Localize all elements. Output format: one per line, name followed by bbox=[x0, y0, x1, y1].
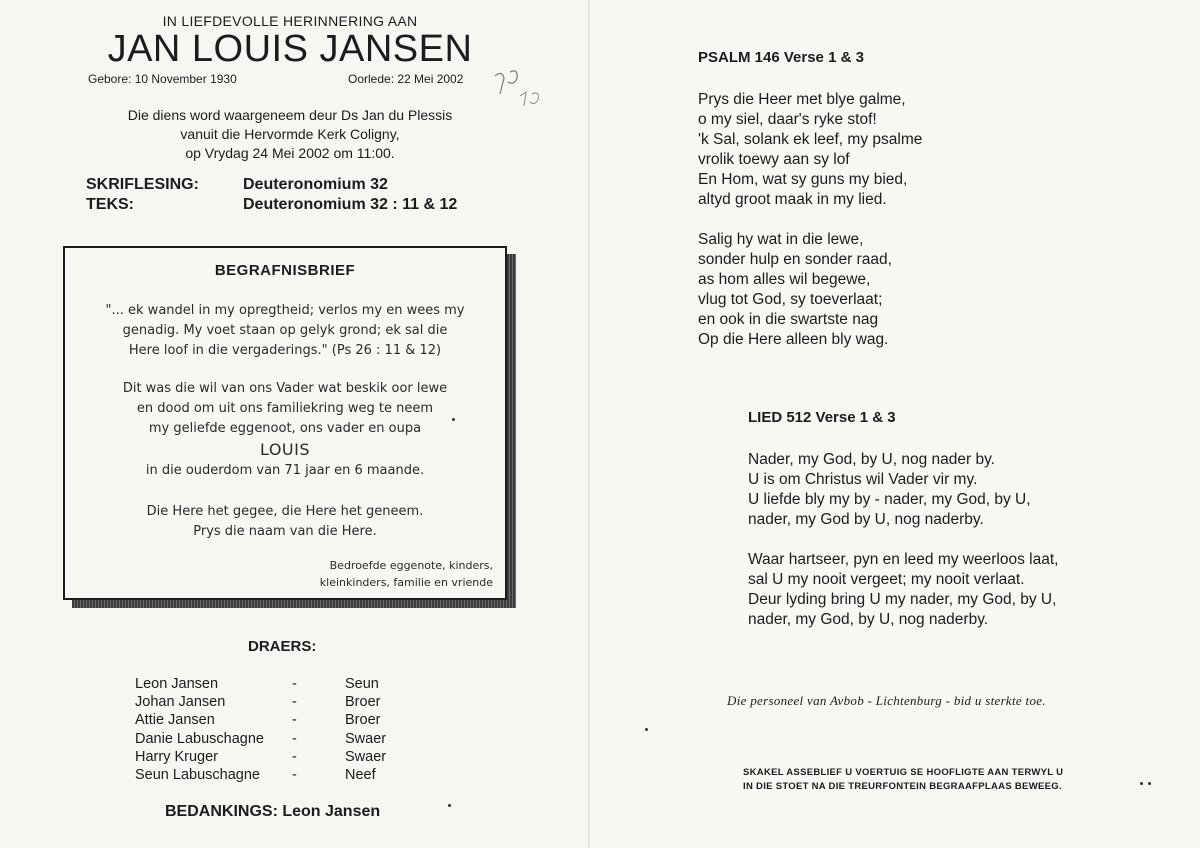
verse-line: Waar hartseer, pyn en leed my weerloos laat, bbox=[748, 551, 1059, 568]
bearer-dash: - bbox=[292, 730, 297, 747]
bearer-dash: - bbox=[292, 766, 297, 783]
left-page bbox=[0, 0, 590, 848]
verse-line: nader, my God, by U, nog naderby. bbox=[748, 611, 989, 628]
letter-title: BEGRAFNISBRIEF bbox=[214, 262, 356, 279]
bearer-relation: Seun bbox=[345, 676, 379, 692]
verse-line: en ook in die swartste nag bbox=[698, 311, 879, 328]
verse-line: o my siel, daar's ryke stof! bbox=[698, 111, 877, 128]
verse-line: 'k Sal, solank ek leef, my psalme bbox=[698, 131, 923, 148]
lord-gave-text bbox=[85, 502, 485, 542]
service-line: op Vrydag 24 Mei 2002 om 11:00. bbox=[185, 145, 395, 161]
in-memory-heading: IN LIEFDEVOLLE HERINNERING AAN bbox=[162, 13, 418, 29]
hymn-verses bbox=[748, 450, 1058, 650]
age-line: in die ouderdom van 71 jaar en 6 maande. bbox=[145, 463, 425, 478]
paper-speck bbox=[448, 804, 451, 807]
psalm-verses bbox=[698, 90, 922, 370]
will-line: Dit was die wil van ons Vader wat beskik oor lewe bbox=[122, 381, 448, 396]
psalm-title: PSALM 146 Verse 1 & 3 bbox=[698, 49, 864, 66]
deceased-name: JAN LOUIS JANSEN bbox=[107, 28, 473, 70]
verse-line: Prys die Heer met blye galme, bbox=[698, 91, 906, 108]
verse-line: vlug tot God, sy toeverlaat; bbox=[698, 291, 883, 308]
bearer-name: Seun Labuschagne bbox=[135, 766, 260, 783]
psalm-quote bbox=[85, 301, 485, 361]
bearer-relation: Swaer bbox=[345, 730, 387, 747]
bearers-title: DRAERS: bbox=[248, 638, 317, 655]
psalm-stanza bbox=[698, 90, 922, 210]
hymn-title: LIED 512 Verse 1 & 3 bbox=[748, 409, 896, 426]
verse-line: as hom alles wil begewe, bbox=[698, 271, 871, 288]
mourners-line: Bedroefde eggenote, kinders, bbox=[329, 559, 493, 572]
paper-speck bbox=[645, 728, 648, 731]
paper-speck bbox=[1148, 782, 1151, 785]
bearer-dash: - bbox=[292, 748, 297, 765]
bearer-relation: Neef bbox=[345, 766, 376, 783]
text-label: TEKS: bbox=[86, 196, 134, 213]
procession-line: IN DIE STOET NA DIE TREURFONTEIN BEGRAAFPLAAS BEWEEG. bbox=[743, 781, 1062, 792]
will-line: en dood om uit ons familiekring weg te neem bbox=[136, 401, 434, 416]
verse-line: sal U my nooit vergeet; my nooit verlaat. bbox=[748, 571, 1025, 588]
service-line: Die diens word waargeneem deur Ds Jan du Plessis bbox=[127, 107, 453, 123]
right-page bbox=[590, 0, 1200, 848]
text-value: Deuteronomium 32 : 11 & 12 bbox=[243, 196, 458, 213]
bearer-dash: - bbox=[292, 676, 297, 692]
bearer-dash: - bbox=[292, 694, 297, 711]
bearer-dash: - bbox=[292, 712, 297, 729]
undertaker-note: Die personeel van Avbob - Lichtenburg - bid u sterkte toe. bbox=[727, 693, 1046, 708]
bearer-relation: Broer bbox=[345, 694, 381, 711]
quote-line: Here loof in die vergaderings." (Ps 26 : 11 & 12) bbox=[128, 343, 442, 358]
scripture-label: SKRIFLESING: bbox=[86, 176, 199, 193]
hymn-stanza bbox=[748, 550, 1058, 630]
procession-line: SKAKEL ASSEBLIEF U VOERTUIG SE HOOFLIGTE AAN TERWYL U bbox=[743, 767, 1064, 778]
verse-line: U liefde bly my by - nader, my God, by U, bbox=[748, 491, 1031, 508]
birth-date: Gebore: 10 November 1930 bbox=[88, 72, 237, 86]
verse-line: Nader, my God, by U, nog nader by. bbox=[748, 451, 995, 468]
quote-line: genadig. My voet staan op gelyk grond; ek sal die bbox=[122, 323, 448, 338]
will-of-father bbox=[85, 379, 485, 481]
bearer-name: Johan Jansen bbox=[135, 694, 226, 711]
psalm-stanza bbox=[698, 230, 922, 350]
quote-line: "... ek wandel in my opregtheid; verlos my en wees my bbox=[105, 303, 465, 318]
first-name: LOUIS bbox=[259, 440, 311, 459]
bearer-relation: Swaer bbox=[345, 748, 387, 765]
verse-line: sonder hulp en sonder raad, bbox=[698, 251, 892, 268]
acknowledgements: BEDANKINGS: Leon Jansen bbox=[165, 803, 381, 820]
bearer-relation: Broer bbox=[345, 712, 381, 729]
gave-line: Die Here het gegee, die Here het geneem. bbox=[146, 504, 424, 519]
verse-line: vrolik toewy aan sy lof bbox=[698, 151, 850, 168]
gave-line: Prys die naam van die Here. bbox=[193, 524, 377, 539]
verse-line: Deur lyding bring U my nader, my God, by U, bbox=[748, 591, 1057, 608]
verse-line: nader, my God by U, nog naderby. bbox=[748, 511, 984, 528]
death-date: Oorlede: 22 Mei 2002 bbox=[348, 72, 464, 86]
bearer-name: Danie Labuschagne bbox=[135, 730, 264, 747]
bearer-name: Attie Jansen bbox=[135, 712, 215, 729]
verse-line: Op die Here alleen bly wag. bbox=[698, 331, 889, 348]
verse-line: altyd groot maak in my lied. bbox=[698, 191, 887, 208]
verse-line: En Hom, wat sy guns my bied, bbox=[698, 171, 908, 188]
verse-line: U is om Christus wil Vader vir my. bbox=[748, 471, 978, 488]
will-line: my geliefde eggenoot, ons vader en oupa bbox=[148, 421, 422, 436]
bearer-name: Leon Jansen bbox=[135, 676, 219, 692]
verse-line: Salig hy wat in die lewe, bbox=[698, 231, 864, 248]
mourners-line: kleinkinders, familie en vriende bbox=[319, 576, 493, 589]
service-line: vanuit die Hervormde Kerk Coligny, bbox=[180, 126, 400, 142]
handwritten-marks bbox=[490, 66, 560, 126]
procession-notice bbox=[743, 766, 1063, 794]
scripture-value: Deuteronomium 32 bbox=[243, 176, 388, 193]
funeral-letter-box bbox=[63, 246, 507, 600]
service-details bbox=[90, 106, 490, 163]
mourners bbox=[320, 557, 493, 591]
hymn-stanza bbox=[748, 450, 1058, 530]
paper-speck bbox=[1140, 782, 1143, 785]
paper-speck bbox=[452, 418, 455, 421]
bearer-name: Harry Kruger bbox=[135, 748, 218, 765]
